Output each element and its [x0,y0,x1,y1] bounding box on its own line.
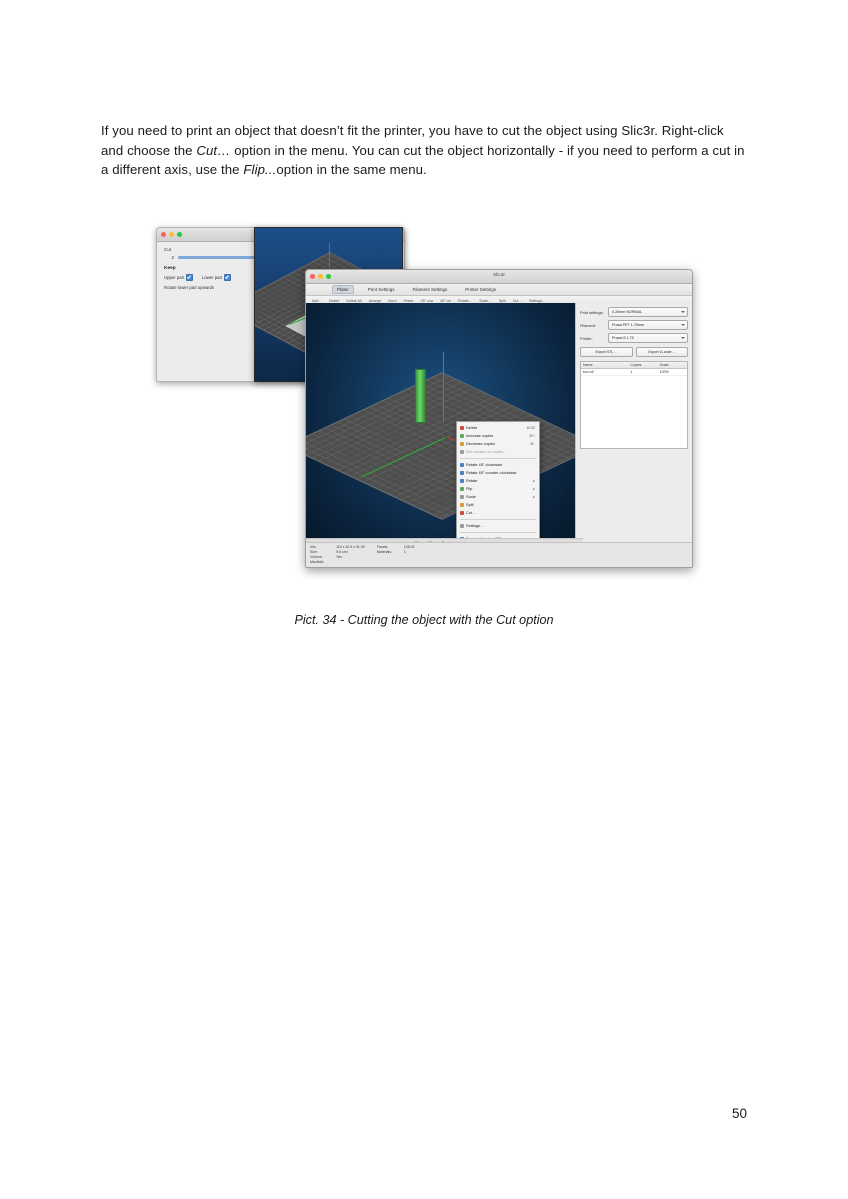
context-menu-item-rotate-ccw[interactable] [457,469,539,477]
context-menu-item-scale[interactable] [457,493,539,501]
status-manifold-label: Manifold: [310,560,325,564]
context-item-label: Settings… [466,523,484,528]
plater-3d-canvas[interactable] [306,303,575,547]
figure-screenshot-composite [150,224,695,572]
toolbar-scale[interactable]: Scale… [479,298,492,303]
cell-scale: 100% [659,370,669,374]
cell-copies: 1 [630,370,633,374]
context-item-label: Decrease copies [466,441,495,446]
context-menu-item-delete[interactable] [457,424,539,432]
toolbar-add[interactable]: Add… [312,298,322,303]
context-menu-item-rotate[interactable] [457,477,539,485]
filament-row[interactable] [580,320,688,330]
context-item-label: Flip [466,486,473,491]
toolbar-cut[interactable]: Cut… [512,298,522,303]
toolbar-rotate[interactable]: Rotate… [458,298,473,303]
objects-table[interactable] [580,361,688,449]
status-manifold-value: Yes [336,555,342,559]
context-item-label: Increase copies [466,433,494,438]
cell-name: box.stl [583,370,594,374]
scale-icon [460,495,464,499]
context-menu-item-increase-copies[interactable] [457,432,539,440]
filament-select[interactable]: Prusa PET 1.75mm [608,320,688,330]
context-item-shortcut: ⌘+ [529,434,535,438]
context-item-label: Scale [466,494,476,499]
flip-icon [460,487,464,491]
axis-z-icon [443,352,444,422]
slic3r-window-title: Slic3r [493,273,505,278]
column-header-scale: Scale [659,363,669,367]
delete-icon [460,426,464,430]
slic3r-tabbar [306,284,692,296]
context-menu-separator [460,458,536,459]
body-text-part2: option in the menu. You can cut the object horizontally - if you need to perform a cut in a different axis, use the [101,142,745,178]
context-menu-separator [460,519,536,520]
submenu-arrow-icon: ▸ [533,495,535,499]
context-item-shortcut: ⌘⌫ [526,426,535,430]
checkbox-icon[interactable] [186,274,193,281]
context-item-label: Rotate 45° clockwise [466,462,503,467]
toolbar-rotate-ccw[interactable]: 45° ccw [420,298,434,303]
filament-label: Filament: [580,322,596,328]
status-facets-label: Facets: [376,545,389,549]
minus-icon [460,442,464,446]
toolbar-delete-all[interactable]: Delete All [346,298,362,303]
status-volume-label: Volume: [310,555,323,559]
submenu-arrow-icon: ▸ [533,479,535,483]
lower-part-checkbox[interactable] [202,274,231,281]
toolbar-delete[interactable]: Delete [329,298,340,303]
context-item-label: Delete [466,425,478,430]
figure-caption: Pict. 34 - Cutting the object with the Cut option [294,613,554,627]
status-facets-col [377,545,392,565]
cut-section-label: Cut [164,247,172,252]
printer-select[interactable]: Prusa i3 1.75 [608,333,688,343]
tab-filament-settings[interactable]: Filament Settings [412,287,448,292]
page-number: 50 [731,1106,747,1121]
print-settings-select[interactable]: 0.20mm NORMAL [608,307,688,317]
slic3r-titlebar [306,270,692,284]
table-row[interactable] [581,369,687,376]
status-size-value: 110 x 40.5 x 91.50 [336,545,365,549]
status-facets-value: 108.00 [403,545,415,549]
printer-row[interactable] [580,333,688,343]
context-item-label: Split [466,502,474,507]
context-item-label: Rotate [466,478,478,483]
context-item-label: Set number of copies… [466,449,507,454]
context-item-shortcut: ⌘- [530,442,535,446]
status-materials-value: 1 [403,550,406,554]
upper-part-checkbox[interactable] [164,274,193,281]
objects-table-header [581,362,687,369]
export-gcode-button[interactable]: Export G-code… [636,347,689,357]
rotate-ccw-icon [460,471,464,475]
printer-label: Printer: [580,335,593,341]
page-body-text [101,121,746,180]
plus-icon [460,434,464,438]
split-icon [460,503,464,507]
submenu-arrow-icon: ▸ [533,487,535,491]
context-menu-item-set-copies[interactable] [457,448,539,456]
toolbar-arrange[interactable]: Arrange [368,298,382,303]
status-info-label: Info [310,545,316,549]
status-values-col [336,545,365,565]
export-stl-button[interactable]: Export STL… [580,347,633,357]
object-model-green[interactable] [415,369,426,423]
body-text-part3: option in the same menu. [276,162,427,178]
context-menu-separator [460,532,536,533]
tab-plater[interactable]: Plater [332,285,354,294]
slic3r-content-area [306,303,692,547]
status-facets-values-col [404,545,415,565]
cut-axis-label: Z [171,255,174,260]
rotate-icon [460,479,464,483]
slic3r-settings-panel [575,303,692,547]
tab-print-settings[interactable]: Print Settings [367,287,395,292]
toolbar-split[interactable]: Split [498,298,506,303]
column-header-copies: Copies [630,363,642,367]
context-item-label: Cut… [466,510,476,515]
object-context-menu[interactable] [456,421,540,546]
context-menu-item-flip[interactable] [457,485,539,493]
export-buttons-row [580,347,688,357]
rotate-cw-icon [460,463,464,467]
column-header-name: Name [583,363,593,367]
status-size-label: Size: [310,550,318,554]
toolbar-rotate-cw[interactable]: 45° cw [440,298,452,303]
status-info-col [310,545,324,565]
context-menu-item-decrease-copies[interactable] [457,440,539,448]
slic3r-statusbar [306,542,692,567]
context-menu-item-split[interactable] [457,501,539,509]
checkbox-icon[interactable] [224,274,231,281]
upper-part-label: Upper part [164,274,185,280]
flip-option-italic: Flip... [243,162,277,178]
toolbar-more[interactable]: More [388,298,397,303]
rotate-lower-label: Rotate lower part upwards [164,284,215,290]
context-menu-item-rotate-cw[interactable] [457,461,539,469]
print-settings-label: Print settings: [580,309,604,315]
cut-icon [460,511,464,515]
settings-icon [460,524,464,528]
toolbar-fewer[interactable]: Fewer [403,298,414,303]
tab-printer-settings[interactable]: Printer Settings [465,287,497,292]
status-materials-label: Materials: [376,550,392,554]
keep-section-title: Keep [164,266,176,271]
status-volume-value: 9.6 cm³ [336,550,348,554]
toolbar-settings[interactable]: Settings… [529,298,546,303]
cut-option-italic: Cut… [196,142,231,158]
copies-icon [460,450,464,454]
context-menu-item-settings[interactable] [457,522,539,530]
context-item-label: Rotate 45° counter-clockwise [466,470,517,475]
context-menu-item-cut[interactable] [457,509,539,517]
body-text-part1: If you need to print an object that doesn’t fit the printer, you have to cut the object using Slic3r. Right-click and choose the [101,123,724,158]
print-settings-row[interactable] [580,307,688,317]
slic3r-main-window [305,269,693,568]
lower-part-label: Lower part [201,274,223,280]
